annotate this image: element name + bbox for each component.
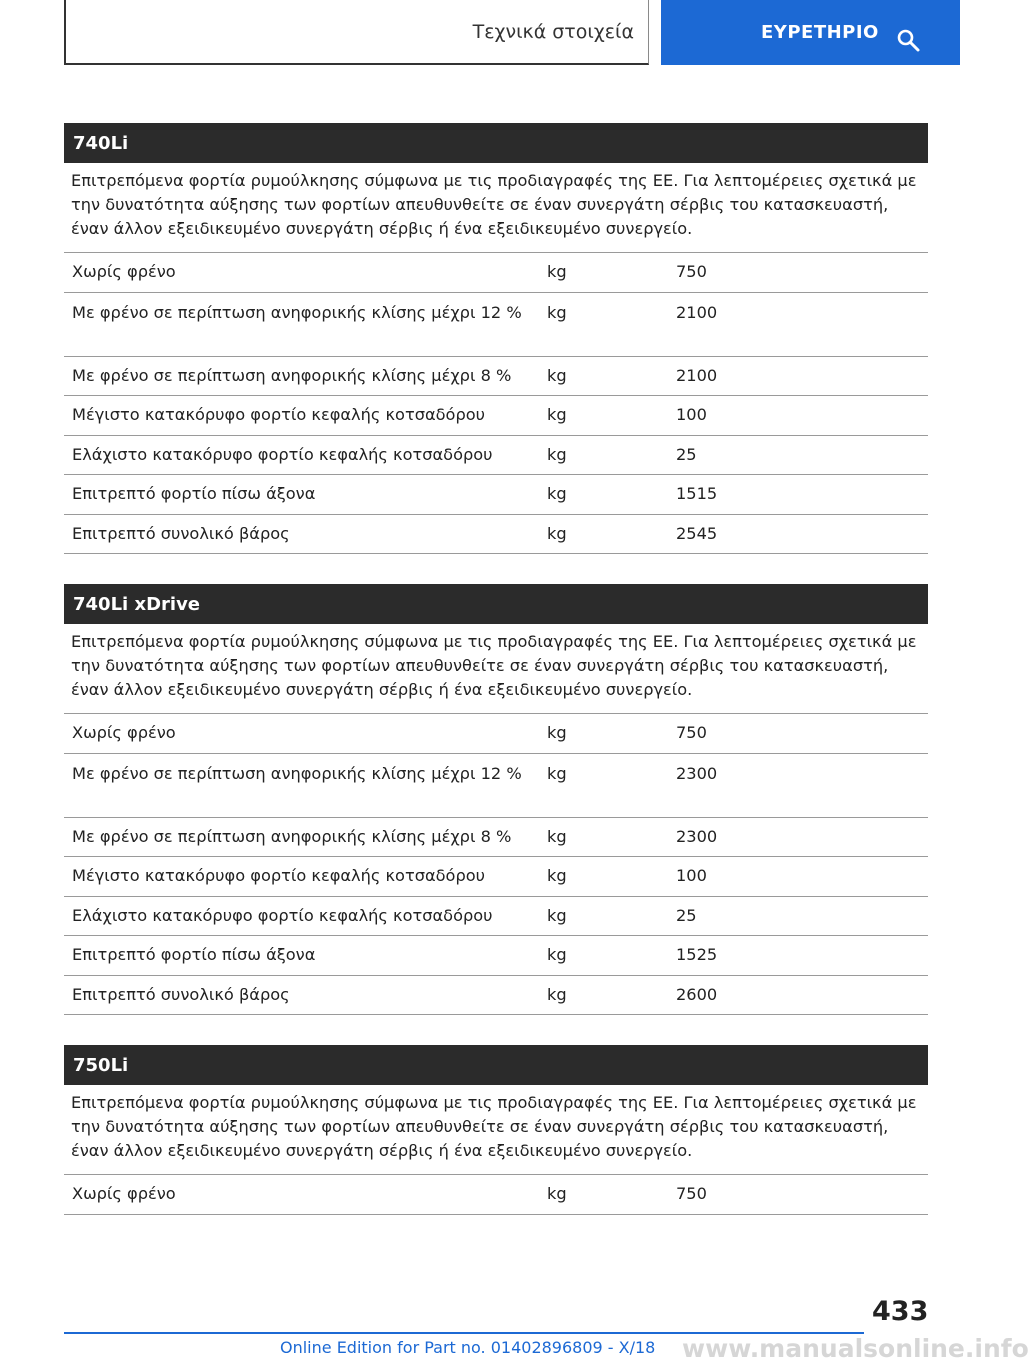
row-unit: kg (547, 826, 567, 846)
row-unit: kg (547, 523, 567, 543)
row-value: 750 (676, 723, 707, 743)
table-row (64, 818, 928, 858)
row-value: 2100 (676, 365, 718, 385)
row-unit: kg (547, 723, 567, 743)
section-intro: Επιτρεπόμενα φορτία ρυμούλκησης σύμφωνα με τις προδιαγραφές της ΕΕ. Για λεπτομέρειες σχετικά με την δυνατότητα αύξησης των φορτίων απευθυνθείτε σε έναν συνεργάτη σέρβις του κατασκευαστή, έναν άλλον εξειδικευμένο συνεργάτη σέρβις ή ένα εξειδικευμένο συνεργείο. (64, 1085, 928, 1175)
row-value: 1525 (676, 945, 718, 965)
row-value: 750 (676, 1184, 707, 1204)
page-number: 433 (872, 1296, 929, 1327)
row-label: Μέγιστο κατακόρυφο φορτίο κεφαλής κοτσαδόρου (72, 866, 485, 886)
row-label: Με φρένο σε περίπτωση ανηφορικής κλίσης μέχρι 12 % (72, 763, 522, 783)
row-unit: kg (547, 945, 567, 965)
table-row (64, 936, 928, 976)
row-unit: kg (547, 905, 567, 925)
tab-index-label: ΕΥΡΕΤΗΡΙΟ (761, 22, 879, 43)
table-row (64, 253, 928, 293)
row-value: 2545 (676, 523, 718, 543)
tab-technical-label: Τεχνικά στοιχεία (472, 20, 634, 43)
section-title: 750Li (64, 1045, 928, 1085)
row-unit: kg (547, 984, 567, 1004)
table-row (64, 714, 928, 754)
section-title: 740Li (64, 123, 928, 163)
row-label: Με φρένο σε περίπτωση ανηφορικής κλίσης μέχρι 12 % (72, 302, 522, 322)
table-row (64, 1175, 928, 1215)
row-label: Ελάχιστο κατακόρυφο φορτίο κεφαλής κοτσαδόρου (72, 905, 493, 925)
table-row (64, 475, 928, 515)
footer-edition-text: Online Edition for Part no. 01402896809 - X/18 (280, 1338, 656, 1357)
tab-index[interactable] (661, 0, 960, 65)
row-value: 100 (676, 866, 707, 886)
row-label: Επιτρεπτό συνολικό βάρος (72, 523, 290, 543)
spec-section (64, 1045, 928, 1215)
table-row (64, 976, 928, 1016)
row-label: Χωρίς φρένο (72, 1184, 176, 1204)
row-unit: kg (547, 763, 567, 783)
row-value: 1515 (676, 484, 718, 504)
row-unit: kg (547, 444, 567, 464)
row-unit: kg (547, 866, 567, 886)
table-row (64, 857, 928, 897)
table-row (64, 754, 928, 818)
watermark: www.manualsonline.info (682, 1334, 1029, 1363)
tab-technical-data[interactable] (64, 0, 649, 65)
row-label: Επιτρεπτό φορτίο πίσω άξονα (72, 945, 316, 965)
row-value: 2100 (676, 302, 718, 322)
row-value: 750 (676, 262, 707, 282)
row-unit: kg (547, 405, 567, 425)
row-value: 25 (676, 444, 697, 464)
row-unit: kg (547, 302, 567, 322)
row-unit: kg (547, 484, 567, 504)
table-row (64, 436, 928, 476)
row-unit: kg (547, 262, 567, 282)
table-row (64, 897, 928, 937)
row-label: Επιτρεπτό συνολικό βάρος (72, 984, 290, 1004)
row-value: 2300 (676, 763, 718, 783)
row-unit: kg (547, 365, 567, 385)
row-value: 2300 (676, 826, 718, 846)
table-row (64, 515, 928, 555)
row-label: Μέγιστο κατακόρυφο φορτίο κεφαλής κοτσαδόρου (72, 405, 485, 425)
spec-section (64, 584, 928, 1015)
row-label: Με φρένο σε περίπτωση ανηφορικής κλίσης μέχρι 8 % (72, 826, 512, 846)
row-unit: kg (547, 1184, 567, 1204)
section-intro: Επιτρεπόμενα φορτία ρυμούλκησης σύμφωνα με τις προδιαγραφές της ΕΕ. Για λεπτομέρειες σχετικά με την δυνατότητα αύξησης των φορτίων απευθυνθείτε σε έναν συνεργάτη σέρβις του κατασκευαστή, έναν άλλον εξειδικευμένο συνεργάτη σέρβις ή ένα εξειδικευμένο συνεργείο. (64, 624, 928, 714)
row-label: Ελάχιστο κατακόρυφο φορτίο κεφαλής κοτσαδόρου (72, 444, 493, 464)
row-value: 100 (676, 405, 707, 425)
row-label: Επιτρεπτό φορτίο πίσω άξονα (72, 484, 316, 504)
row-label: Χωρίς φρένο (72, 723, 176, 743)
table-row (64, 357, 928, 397)
search-icon[interactable] (896, 28, 920, 52)
table-row (64, 293, 928, 357)
row-label: Με φρένο σε περίπτωση ανηφορικής κλίσης μέχρι 8 % (72, 365, 512, 385)
section-intro: Επιτρεπόμενα φορτία ρυμούλκησης σύμφωνα με τις προδιαγραφές της ΕΕ. Για λεπτομέρειες σχετικά με την δυνατότητα αύξησης των φορτίων απευθυνθείτε σε έναν συνεργάτη σέρβις του κατασκευαστή, έναν άλλον εξειδικευμένο συνεργάτη σέρβις ή ένα εξειδικευμένο συνεργείο. (64, 163, 928, 253)
top-navigation (0, 0, 960, 66)
section-title: 740Li xDrive (64, 584, 928, 624)
table-row (64, 396, 928, 436)
row-value: 25 (676, 905, 697, 925)
row-value: 2600 (676, 984, 718, 1004)
spec-section (64, 123, 928, 554)
row-label: Χωρίς φρένο (72, 262, 176, 282)
